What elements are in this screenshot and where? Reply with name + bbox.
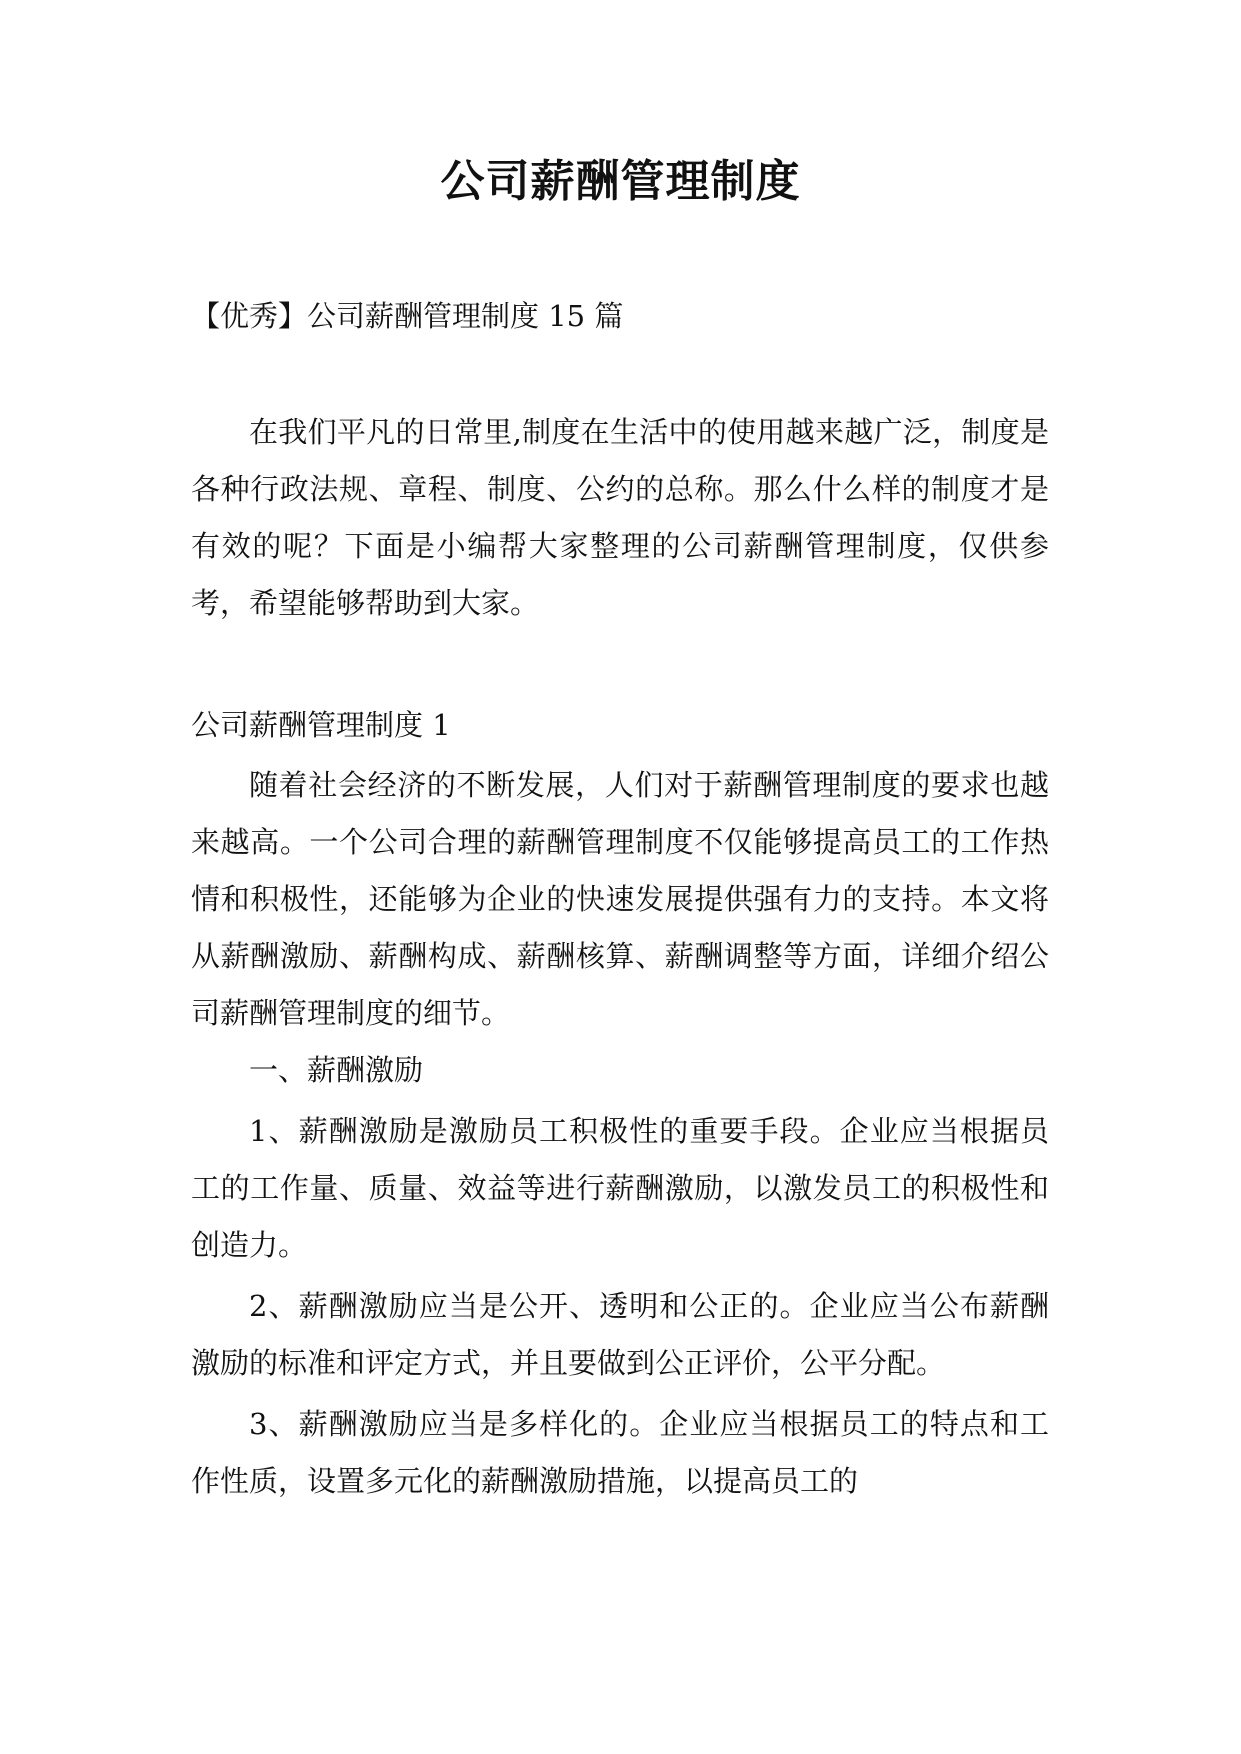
intro-block — [191, 404, 1049, 632]
intro-paragraph: 在我们平凡的日常里,制度在生活中的使用越来越广泛，制度是各种行政法规、章程、制度、公约的总称。那么什么样的制度才是有效的呢？下面是小编帮大家整理的公司薪酬管理制度，仅供参考，希望能够帮助到大家。 — [191, 415, 1049, 620]
list-item: 3、薪酬激励应当是多样化的。企业应当根据员工的特点和工作性质，设置多元化的薪酬激励措施，以提高员工的 — [191, 1407, 1049, 1498]
list-item: 1、薪酬激励是激励员工积极性的重要手段。企业应当根据员工的工作量、质量、效益等进行薪酬激励，以激发员工的积极性和创造力。 — [191, 1114, 1049, 1262]
section-paragraph: 随着社会经济的不断发展，人们对于薪酬管理制度的要求也越来越高。一个公司合理的薪酬管理制度不仅能够提高员工的工作热情和积极性，还能够为企业的快速发展提供强有力的支持。本文将从薪酬激励、薪酬构成、薪酬核算、薪酬调整等方面，详细介绍公司薪酬管理制度的细节。 — [191, 768, 1049, 1030]
section-heading: 公司薪酬管理制度 1 — [191, 708, 451, 742]
subsection-heading: 一、薪酬激励 — [249, 1053, 424, 1087]
document-title: 公司薪酬管理制度 — [440, 156, 801, 207]
document-subtitle: 【优秀】公司薪酬管理制度 15 篇 — [191, 299, 624, 333]
section-1 — [191, 705, 1049, 1510]
list-item: 2、薪酬激励应当是公开、透明和公正的。企业应当公布薪酬激励的标准和评定方式，并且要做到公正评价，公平分配。 — [191, 1289, 1049, 1380]
